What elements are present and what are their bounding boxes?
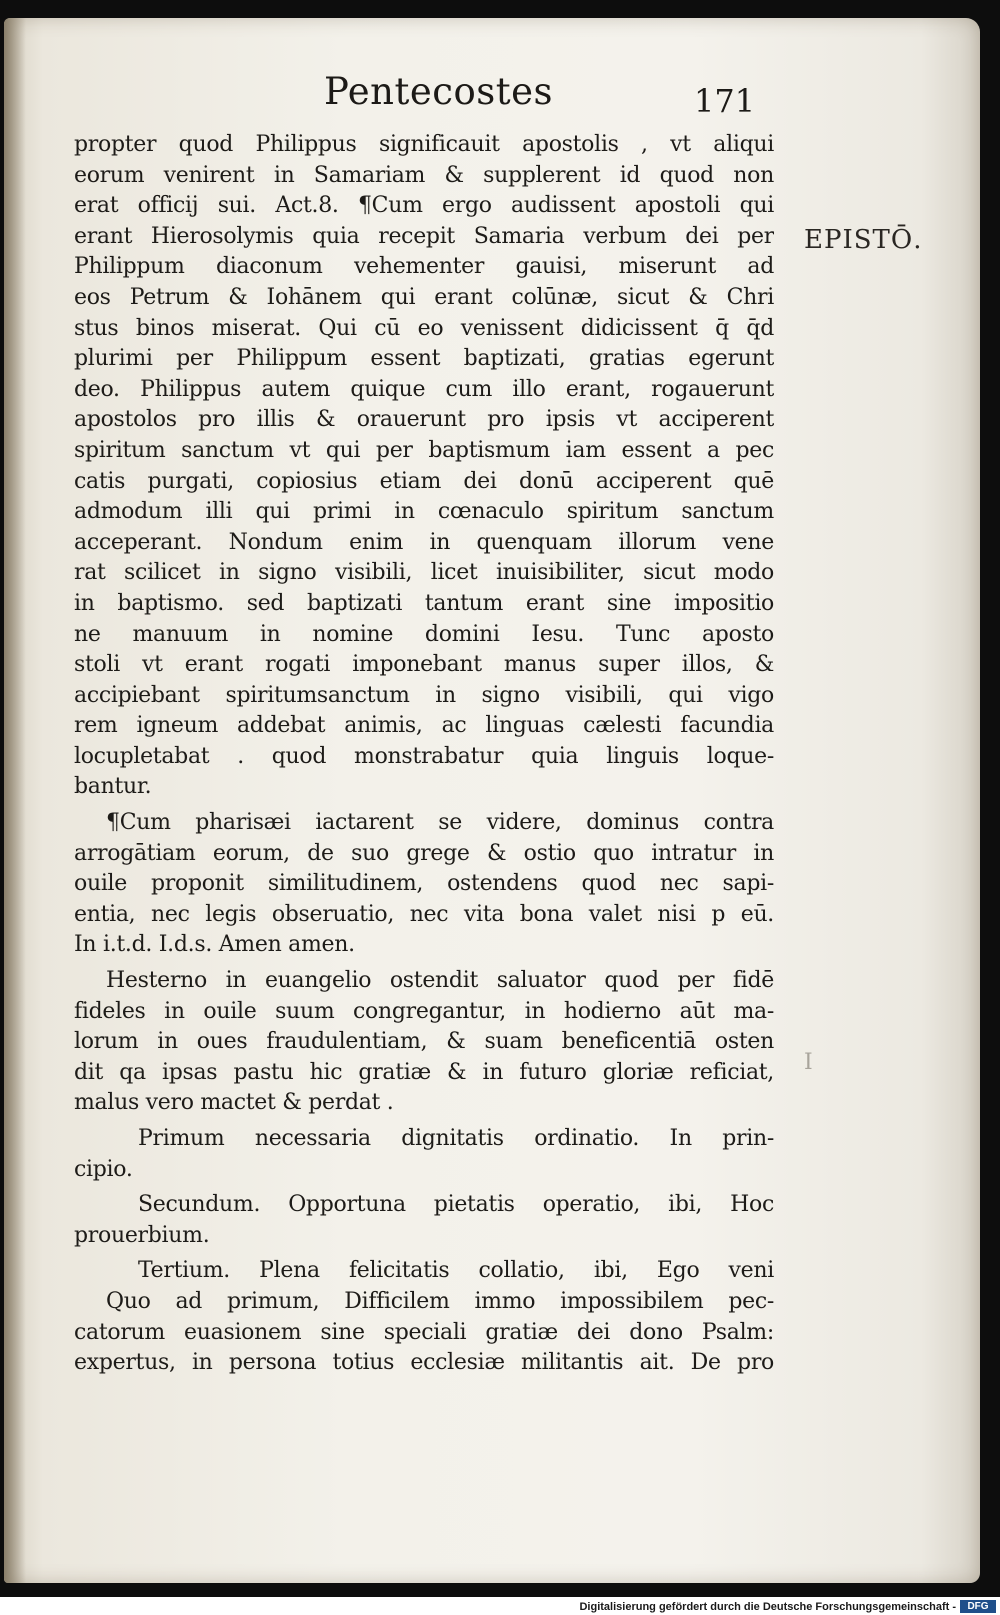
folio-number: 171 xyxy=(694,82,756,120)
text-line: In i.t.d. I.d.s. Amen amen. xyxy=(74,932,355,958)
text-line: stoli vt erant rogati imponebant manus super illos, & xyxy=(74,652,774,678)
text-line: ouile proponit similitudinem, ostendens quod nec sapi- xyxy=(74,871,774,897)
text-line: catorum euasionem sine speciali gratiæ dei dono Psalm: xyxy=(74,1319,774,1345)
text-line: Quo ad primum, Difficilem immo impossibilem pec- xyxy=(106,1288,774,1314)
division-point-cont: cipio. xyxy=(74,1156,133,1182)
division-point: Tertium. Plena felicitatis collatio, ibi, Ego veni xyxy=(138,1258,774,1284)
text-line: eos Petrum & Iohānem qui erant colūnæ, sicut & Chri xyxy=(74,284,774,310)
text-line: apostolos pro illis & orauerunt pro ipsis vt acciperent xyxy=(74,407,774,433)
text-line: in baptismo. sed baptizati tantum erant sine impositio xyxy=(74,590,774,616)
division-point: Secundum. Opportuna pietatis operatio, ibi, Hoc xyxy=(138,1192,774,1218)
text-line: eorum venirent in Samariam & supplerent id quod non xyxy=(74,162,774,188)
text-line: ¶Cum pharisæi iactarent se videre, dominus contra xyxy=(106,810,774,836)
text-line: acceperant. Nondum enim in quenquam illorum vene xyxy=(74,529,774,555)
text-line: entia, nec legis obseruatio, nec vita bona valet nisi p eū. xyxy=(74,901,774,927)
text-line: bantur. xyxy=(74,774,152,800)
text-line: malus vero mactet & perdat . xyxy=(74,1090,394,1116)
text-line: erant Hierosolymis quia recepit Samaria verbum dei per xyxy=(74,223,774,249)
funding-credit: Digitalisierung gefördert durch die Deutsche Forschungsgemeinschaft - xyxy=(579,1601,956,1613)
text-line: expertus, in persona totius ecclesiæ militantis ait. De pro xyxy=(74,1350,774,1376)
digitization-footer xyxy=(0,1597,1000,1615)
text-line: accipiebant spiritumsanctum in signo visibili, qui vigo xyxy=(74,682,774,708)
dfg-logo: DFG xyxy=(960,1600,996,1613)
text-line: lorum in oues fraudulentiam, & suam beneficentiā osten xyxy=(74,1029,774,1055)
body-text xyxy=(74,130,774,1379)
text-line: catis purgati, copiosius etiam dei donū acciperent quē xyxy=(74,468,774,494)
text-line: ne manuum in nomine domini Iesu. Tunc aposto xyxy=(74,621,774,647)
margin-mark: I xyxy=(804,1050,813,1075)
text-line: rem igneum addebat animis, ac linguas cælesti facundia xyxy=(74,713,774,739)
text-line: deo. Philippus autem quique cum illo erant, rogauerunt xyxy=(74,376,774,402)
page-gutter xyxy=(4,18,26,1583)
text-line: dit qa ipsas pastu hic gratiæ & in futuro gloriæ reficiat, xyxy=(74,1059,774,1085)
text-line: admodum illi qui primi in cœnaculo spiritum sanctum xyxy=(74,499,774,525)
margin-note: EPISTŌ. xyxy=(804,225,923,255)
text-line: locupletabat . quod monstrabatur quia linguis loque- xyxy=(74,743,774,769)
division-point-cont: prouerbium. xyxy=(74,1222,210,1248)
text-line: Hesterno in euangelio ostendit saluator quod per fidē xyxy=(106,968,774,994)
text-line: stus binos miserat. Qui cū eo venissent didicissent q̄ q̄d xyxy=(74,315,774,341)
division-point: Primum necessaria dignitatis ordinatio. In prin- xyxy=(138,1126,774,1151)
text-line: fideles in ouile suum congregantur, in hodierno aūt ma- xyxy=(74,998,774,1024)
text-line: arrogātiam eorum, de suo grege & ostio quo intratur in xyxy=(74,840,774,866)
text-line: erat officij sui. Act.8. ¶Cum ergo audissent apostoli qui xyxy=(74,193,774,219)
text-line: spiritum sanctum vt qui per baptismum iam essent a pec xyxy=(74,437,774,463)
text-line: propter quod Philippus significauit apostolis , vt aliqui xyxy=(74,132,774,157)
text-line: Philippum diaconum vehementer gauisi, miserunt ad xyxy=(74,254,774,280)
running-title: Pentecostes xyxy=(324,70,553,113)
text-line: plurimi per Philippum essent baptizati, gratias egerunt xyxy=(74,346,774,372)
book-page xyxy=(4,18,980,1583)
text-line: rat scilicet in signo visibili, licet inuisibiliter, sicut modo xyxy=(74,560,774,586)
